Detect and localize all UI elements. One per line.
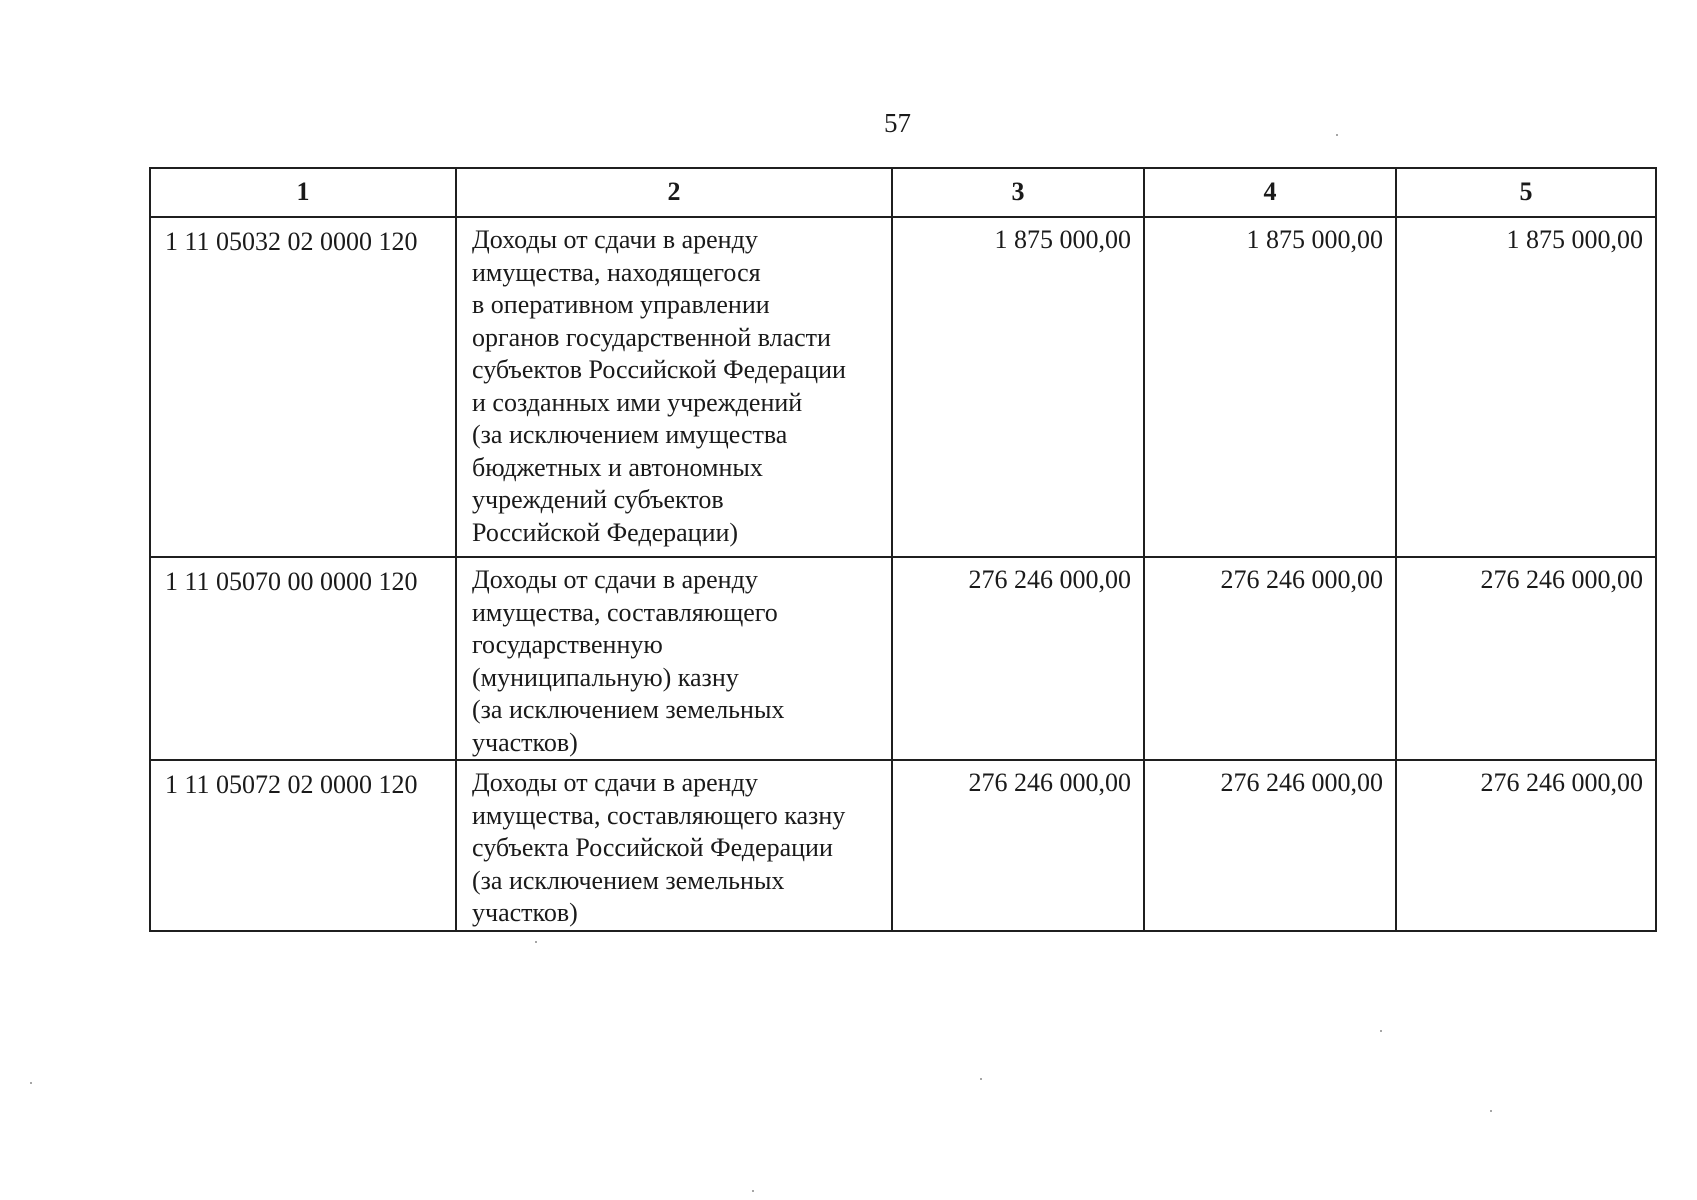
description-line: имущества, находящегося	[472, 257, 761, 287]
row-code: 1 11 05072 02 0000 120	[150, 760, 456, 931]
row-code: 1 11 05032 02 0000 120	[150, 217, 456, 557]
row-amount-col-5: 276 246 000,00	[1396, 557, 1656, 760]
description-line: бюджетных и автономных	[472, 452, 763, 482]
table-row	[150, 760, 1656, 931]
header-col-3: 3	[892, 168, 1144, 217]
row-description	[456, 217, 892, 557]
description-line: (муниципальную) казну	[472, 662, 739, 692]
row-code: 1 11 05070 00 0000 120	[150, 557, 456, 760]
revenue-table	[149, 167, 1657, 932]
row-amount-col-5: 276 246 000,00	[1396, 760, 1656, 931]
description-line: Доходы от сдачи в аренду	[472, 225, 758, 254]
scan-speck	[535, 941, 537, 943]
description-line: учреждений субъектов	[472, 485, 724, 514]
header-col-2: 2	[456, 168, 892, 217]
description-line: субъектов Российской Федерации	[472, 355, 846, 384]
scan-speck	[1490, 1110, 1492, 1112]
scan-speck	[30, 1082, 32, 1084]
description-line: (за исключением земельных	[472, 695, 785, 724]
row-amount-col-5: 1 875 000,00	[1396, 217, 1656, 557]
description-line: участков)	[472, 727, 578, 757]
description-line: (за исключением земельных	[472, 865, 785, 895]
description-line: государственную	[472, 630, 663, 659]
scan-speck	[752, 1190, 754, 1192]
header-col-4: 4	[1144, 168, 1396, 217]
description-line: (за исключением имущества	[472, 420, 788, 449]
description-line: органов государственной власти	[472, 322, 831, 352]
row-amount-col-4: 276 246 000,00	[1144, 557, 1396, 760]
row-amount-col-3: 1 875 000,00	[892, 217, 1144, 557]
description-line: в оперативном управлении	[472, 290, 770, 319]
description-line: участков)	[472, 898, 578, 927]
row-amount-col-3: 276 246 000,00	[892, 557, 1144, 760]
row-description	[456, 557, 892, 760]
description-line: Российской Федерации)	[472, 517, 739, 547]
scan-speck	[980, 1078, 982, 1080]
table-header-row	[150, 168, 1656, 217]
description-line: субъекта Российской Федерации	[472, 833, 833, 862]
row-description	[456, 760, 892, 931]
description-line: Доходы от сдачи в аренду	[472, 768, 758, 797]
row-amount-col-3: 276 246 000,00	[892, 760, 1144, 931]
table-row	[150, 557, 1656, 760]
table-row	[150, 217, 1656, 557]
row-amount-col-4: 1 875 000,00	[1144, 217, 1396, 557]
description-line: и созданных ими учреждений	[472, 387, 803, 417]
description-line: имущества, составляющего	[472, 597, 778, 627]
row-amount-col-4: 276 246 000,00	[1144, 760, 1396, 931]
header-col-5: 5	[1396, 168, 1656, 217]
page-number: 57	[884, 108, 911, 138]
description-line: Доходы от сдачи в аренду	[472, 565, 758, 594]
description-line: имущества, составляющего казну	[472, 800, 846, 830]
header-col-1: 1	[150, 168, 456, 217]
scan-speck	[1336, 134, 1338, 136]
scan-speck	[1380, 1030, 1382, 1032]
